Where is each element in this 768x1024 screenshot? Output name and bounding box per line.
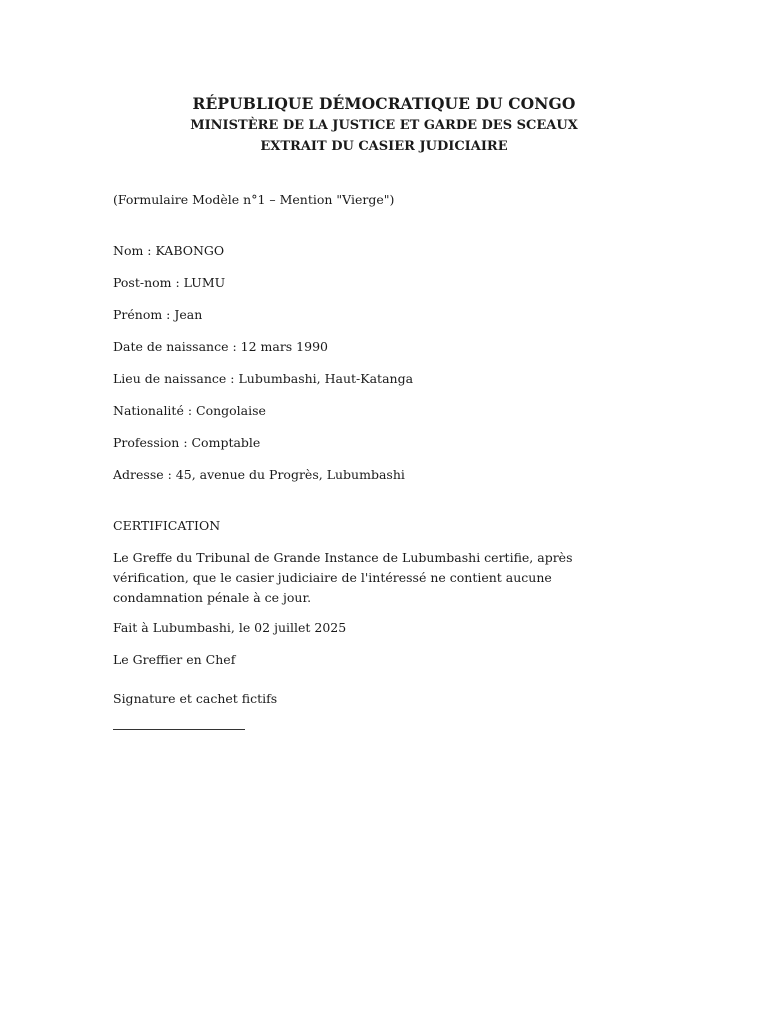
field-profession: Profession : Comptable	[113, 435, 261, 450]
signature-line	[113, 729, 245, 730]
signature-note: Signature et cachet fictifs	[113, 691, 278, 706]
field-adresse: Adresse : 45, avenue du Progrès, Lubumbashi	[113, 467, 405, 482]
country-title: RÉPUBLIQUE DÉMOCRATIQUE DU CONGO	[192, 94, 576, 113]
field-lieu-naissance: Lieu de naissance : Lubumbashi, Haut-Katanga	[113, 371, 414, 386]
certification-heading: CERTIFICATION	[113, 518, 221, 533]
ministry-title: MINISTÈRE DE LA JUSTICE ET GARDE DES SCEAUX	[190, 118, 578, 133]
field-nom: Nom : KABONGO	[113, 243, 225, 258]
field-nationalite: Nationalité : Congolaise	[113, 403, 266, 418]
field-prenom: Prénom : Jean	[113, 307, 203, 322]
document-header	[0, 93, 768, 157]
document-title: EXTRAIT DU CASIER JUDICIAIRE	[260, 139, 508, 154]
certification-text: Le Greffe du Tribunal de Grande Instance de Lubumbashi certifie, après vérification, que le casier judiciaire de l'intéressé ne contient aucune condamnation pénale à ce jour.	[113, 550, 573, 605]
form-note: (Formulaire Modèle n°1 – Mention "Vierge")	[113, 192, 395, 207]
field-date-naissance: Date de naissance : 12 mars 1990	[113, 339, 328, 354]
signatory: Le Greffier en Chef	[113, 652, 236, 667]
field-post-nom: Post-nom : LUMU	[113, 275, 226, 290]
place-date: Fait à Lubumbashi, le 02 juillet 2025	[113, 620, 347, 635]
